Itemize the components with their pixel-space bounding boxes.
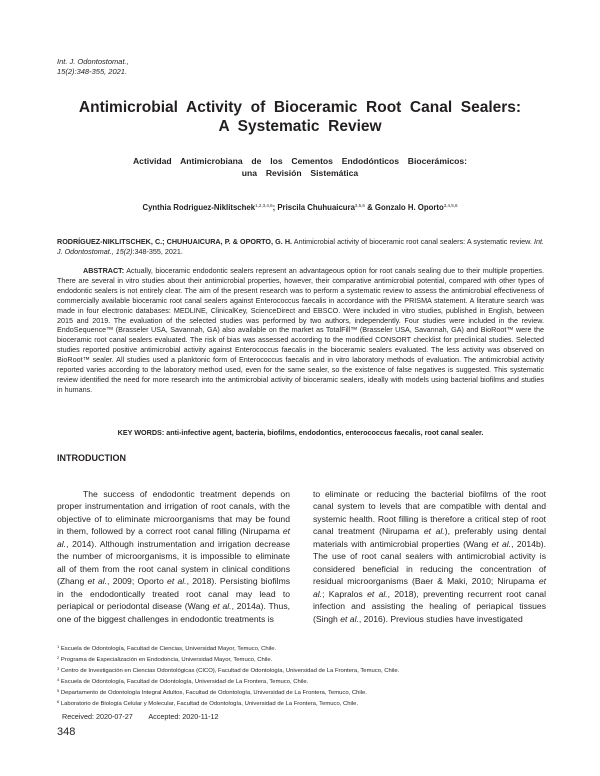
abstract-label: ABSTRACT: (83, 266, 125, 275)
journal-reference (57, 57, 129, 77)
footnote-2-number: 2 (57, 654, 60, 660)
author-1: Cynthia Rodriguez-Niklitschek (142, 203, 256, 212)
right-etal-5: et al. (340, 613, 359, 624)
accepted-date: Accepted: 2020-11-12 (148, 712, 219, 721)
left-text-2: , 2014). Although instrumentation and irrigation decrease the number of microorganisms, it is impossible to eliminate all of them from the root canal system in clinical conditions (Zhang (57, 538, 290, 587)
footnote-1-number: 1 (57, 644, 60, 649)
footnote-5-text: Departamento de Odontología Integral Adultos, Facultad de Odontología, Universidad de La Frontera, Temuco, Chile. (59, 689, 367, 696)
left-etal-1: et al. (57, 526, 290, 549)
right-text-5: , 2018), preventing recurrent root canal infection and assisting the healing of periapical tissues (Singh (313, 588, 546, 624)
title-line-2: A Systematic Review (218, 118, 382, 135)
footnote-1-text: Escuela de Odontología, Facultad de Ciencias, Universidad Mayor, Temuco, Chile. (59, 646, 277, 652)
author-list (40, 203, 560, 212)
right-etal-4: et al. (367, 588, 388, 599)
right-etal-2: et al. (491, 538, 512, 549)
affiliation-footnotes (57, 643, 557, 708)
left-text-1: The success of endodontic treatment depends on proper instrumentation and irrigation of root canals, with the objective of to eliminate microorganisms that may be found in them, followed by a correct root canal filling (Nirupama (57, 489, 290, 537)
citation-text: Antimicrobial activity of bioceramic root canal sealers: A systematic review. (292, 237, 534, 246)
left-etal-2: et al. (87, 576, 108, 587)
abstract-text: Actually, bioceramic endodontic sealers represent an advantageous option for root canals sealing due to their multiple properties. There are several in vitro studies about their antimicrobial properties, however, their comparative antimicrobial potential, compared with other types of endodontic sealers is not entirely clear. The aim of the present research was to perform a systematic review to assess the antimicrobial effectiveness of commercially available bioceramic root canal sealers against Enterococcus faecalis in accordance with the PRISMA statement. A literature search was made in four electronic databases: MEDLINE, ClinicalKey, ScienceDirect and EBSCO. Were included in vitro studies, published in English, between 2015 and 2019. The evaluation of the selected studies was performed by two authors, independently. Four studies were included in the review. EndoSequence™ (Brasseler USA, Savannah, GA) also available on the market as TotalFill™ (Brasseler USA, Savannah, GA) and BioRoot™ were the bioceramic root canal sealers evaluated. The risk of bias was assessed according to the modified CONSORT checklist for preclinical studies. Selected studies reported positive antimicrobial activity against Enterococcus faecalis in the bioceramic sealers evaluated. The less activity was observed on BioRoot™ sealer. All studies used a planktonic form of Enterococcus faecalis and in vitro laboratory methods of evaluation. The antimicrobial activity reported varies according to the laboratory method used, even for the same sealer, so the existence of false negatives is suggested. This systematic review identified the need for more research into the antimicrobial activity of bioceramic sealers, ideally with models using bacterial biofilms and studies in humans. (57, 266, 544, 394)
received-date: Received: 2020-07-27 (62, 712, 133, 721)
footnote-6 (57, 698, 557, 709)
body-column-left (57, 488, 290, 625)
article-subtitle (80, 156, 520, 179)
footnote-1 (57, 643, 557, 654)
footnote-6-text: Laboratorio de Biología Celular y Molecular, Facultad de Odontología, Universidad de La Frontera, Temuco, Chile. (59, 700, 359, 707)
citation-pages: :348-355, 2021. (132, 246, 183, 256)
subtitle-line-1: Actividad Antimicrobiana de los Cementos Endodónticos Biocerámicos: (132, 156, 468, 166)
journal-name: Int. J. Odontostomat., (57, 57, 129, 66)
footnote-2 (57, 654, 557, 665)
footnote-4 (57, 676, 557, 687)
page-number: 348 (57, 726, 76, 738)
left-text-3: , 2009; Oporto (107, 576, 168, 587)
article-title (40, 98, 560, 136)
footnote-4-text: Escuela de Odontología, Facultad de Odontología, Universidad de La Frontera, Temuco, Chile. (59, 678, 309, 685)
citation-authors: RODRÍGUEZ-NIKLITSCHEK, C.; CHUHUAICURA, P. & OPORTO, G. H. (57, 237, 293, 246)
footnote-2-text: Programa de Especialización en Endodoncia, Universidad Mayor, Temuco, Chile. (59, 656, 273, 663)
left-etal-3: et al. (167, 576, 187, 587)
subtitle-line-2: una Revisión Sistemática (241, 167, 359, 178)
right-text-1: to eliminate or reducing the bacterial biofilms of the root canal system to levels that are compatible with dental and systemic health. Root filling is therefore a critical step of root canal treatment (Nirupama (313, 489, 546, 537)
author-3: & Gonzalo H. Oporto (364, 203, 444, 212)
author-1-affiliations: 1,2,3,4,6 (255, 203, 273, 208)
footnote-3 (57, 665, 557, 676)
right-text-2: ), preferably using dental materials with antimicrobial properties (Wang (313, 526, 546, 549)
footnote-5 (57, 687, 557, 698)
left-text-5: , 2014a). Thus, one of the biggest challenges in endodontic treatments is (57, 601, 291, 624)
right-text-4: ; Kapralos (322, 588, 368, 599)
title-line-1: Antimicrobial Activity of Bioceramic Root Canal Sealers: (78, 99, 522, 116)
right-text-3: , 2014b). The use of root canal sealers with antimicrobial activity is considered beneficial in reducing the concentration of residual microorganisms (Baer & Maki, 2010; Nirupama (313, 538, 547, 587)
submission-dates (62, 712, 233, 721)
left-text-4: , 2018). Persisting biofilms in the endodontically treated root canal may lead to periapical or periodontal disease (Wang (57, 576, 291, 612)
author-2-affiliations: 3,5,6 (354, 203, 365, 208)
footnote-4-number: 4 (57, 676, 60, 682)
right-etal-3: et al. (313, 576, 546, 599)
section-heading-introduction: INTRODUCTION (57, 453, 126, 463)
journal-volume: 15(2):348-355, 2021. (57, 67, 128, 76)
author-3-affiliations: 3,4,5,6 (443, 203, 458, 208)
footnote-3-text: Centro de Investigación en Ciencias Odontológicas (CICO), Facultad de Odontología, Universidad de La Frontera, Temuco, Chile. (59, 667, 400, 674)
author-2: ; Priscila Chuhuaicura (272, 203, 355, 212)
footnote-3-number: 3 (57, 665, 60, 671)
citation (57, 237, 544, 256)
right-etal-1: et al. (423, 526, 445, 537)
footnote-6-number: 6 (57, 698, 60, 704)
keywords: KEY WORDS: anti-infective agent, bacteria, biofilms, endodontics, enterococcus faecalis, root canal sealer. (117, 428, 484, 437)
left-etal-4: et al. (212, 601, 232, 612)
body-column-right (313, 488, 546, 625)
abstract (57, 266, 544, 395)
right-text-6: , 2016). Previous studies have investigated (358, 613, 523, 624)
citation-journal: Int. J. Odontostomat., 15(2) (57, 237, 544, 256)
footnote-5-number: 5 (57, 687, 60, 693)
